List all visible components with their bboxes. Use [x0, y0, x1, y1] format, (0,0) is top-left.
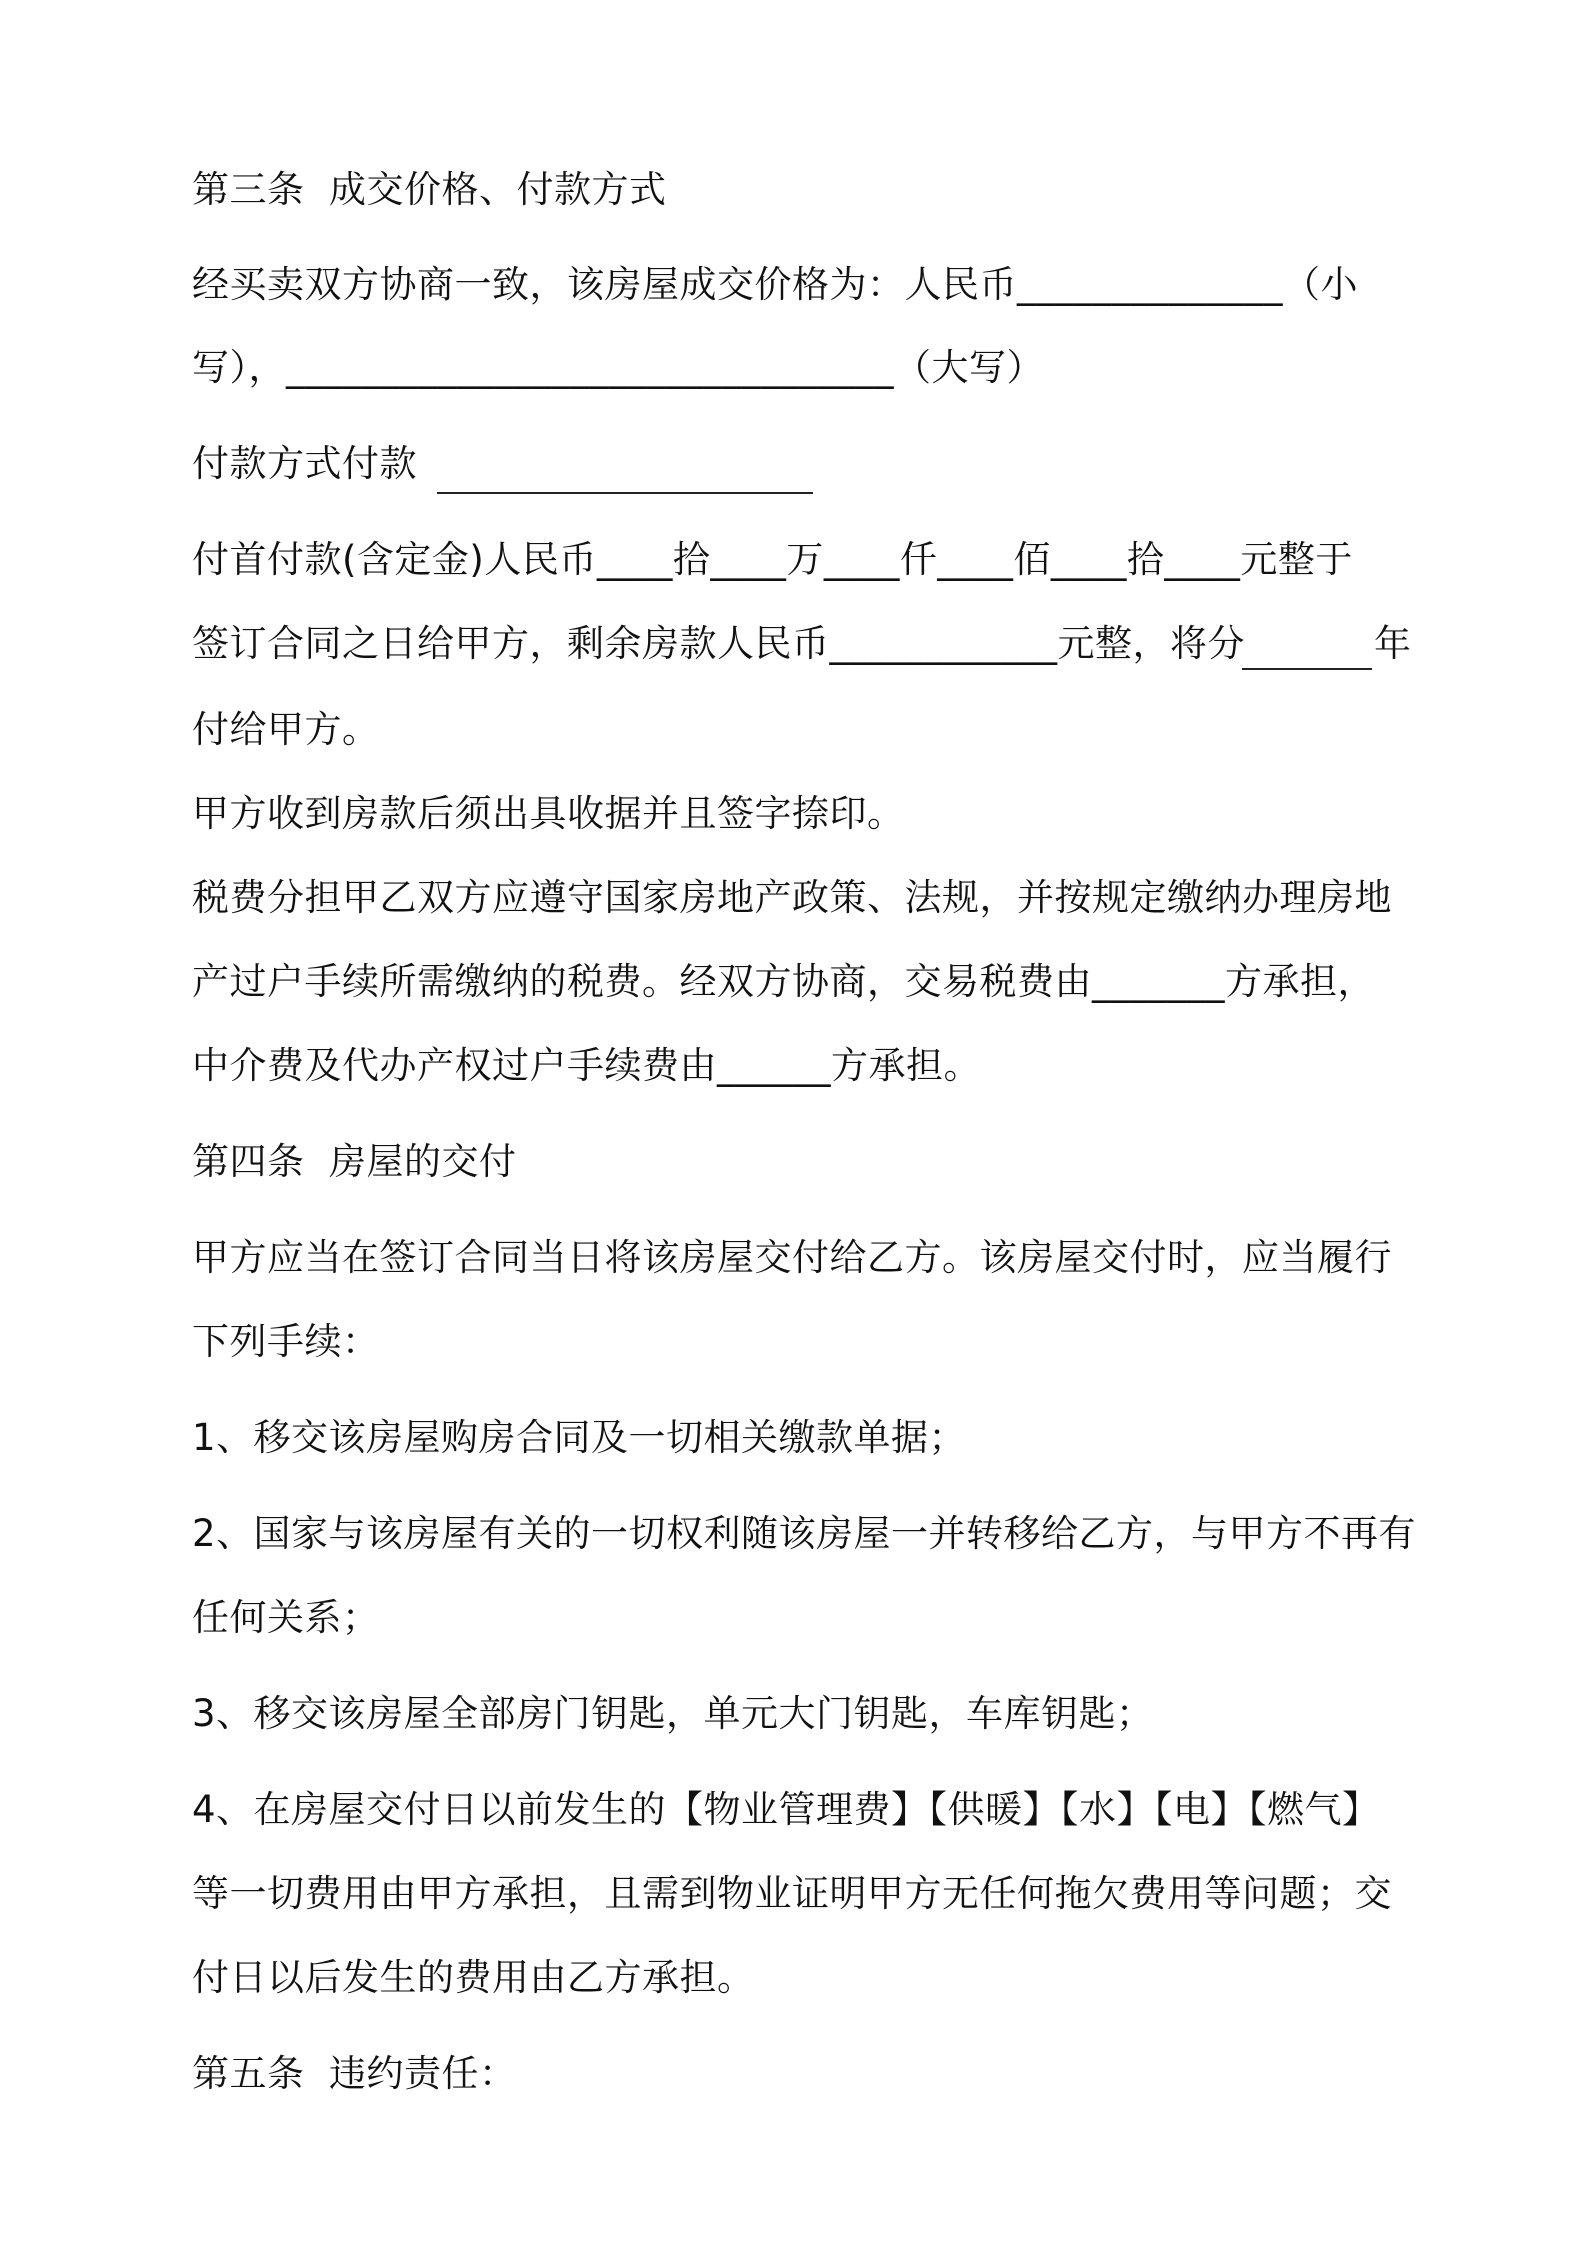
section-3-heading: 第三条 成交价格、付款方式	[192, 168, 667, 211]
tax-paragraph-line-3: 中介费及代办产权过户手续费由______方承担。	[192, 1044, 981, 1087]
document-page	[192, 0, 1417, 2244]
delivery-item-4-line-1: 4、在房屋交付日以前发生的【物业管理费】【供暖】【水】【电】【燃气】	[192, 1788, 1380, 1831]
delivery-paragraph-line-1: 甲方应当在签订合同当日将该房屋交付给乙方。该房屋交付时，应当履行	[192, 1236, 1392, 1279]
down-payment-line-2: 签订合同之日给甲方，剩余房款人民币____________元整，将分	[192, 622, 1245, 665]
delivery-item-4-line-3: 付日以后发生的费用由乙方承担。	[192, 1956, 755, 1999]
down-payment-line-1: 付首付款(含定金)人民币____拾____万____仟____佰____拾____元整于	[192, 538, 1353, 581]
section-5-heading: 第五条 违约责任：	[192, 2052, 517, 2095]
delivery-item-4-line-2: 等一切费用由甲方承担，且需到物业证明甲方无任何拖欠费用等问题；交	[192, 1872, 1392, 1915]
payment-method-label: 付款方式付款	[192, 442, 417, 485]
tax-paragraph-line-1: 税费分担甲乙双方应遵守国家房地产政策、法规，并按规定缴纳办理房地	[192, 876, 1392, 919]
down-payment-line-3: 付给甲方。	[192, 708, 380, 751]
price-paragraph-line-1: 经买卖双方协商一致，该房屋成交价格为：人民币______________（小	[192, 263, 1358, 306]
delivery-item-2-line-1: 2、国家与该房屋有关的一切权利随该房屋一并转移给乙方，与甲方不再有	[192, 1512, 1417, 1555]
delivery-paragraph-line-2: 下列手续：	[192, 1320, 380, 1363]
delivery-item-3: 3、移交该房屋全部房门钥匙，单元大门钥匙，车库钥匙；	[192, 1692, 1154, 1735]
delivery-item-1: 1、移交该房屋购房合同及一切相关缴款单据；	[192, 1416, 967, 1459]
receipt-paragraph: 甲方收到房款后须出具收据并且签字捺印。	[192, 792, 905, 835]
payment-method-blank	[437, 492, 813, 494]
section-4-heading: 第四条 房屋的交付	[192, 1140, 517, 1183]
delivery-item-2-line-2: 任何关系；	[192, 1596, 380, 1639]
price-paragraph-line-2: 写），________________________________（大写）	[192, 346, 1044, 389]
years-unit: 年	[1374, 622, 1412, 665]
tax-paragraph-line-2: 产过户手续所需缴纳的税费。经双方协商，交易税费由_______方承担，	[192, 960, 1375, 1003]
years-blank	[1242, 668, 1372, 670]
